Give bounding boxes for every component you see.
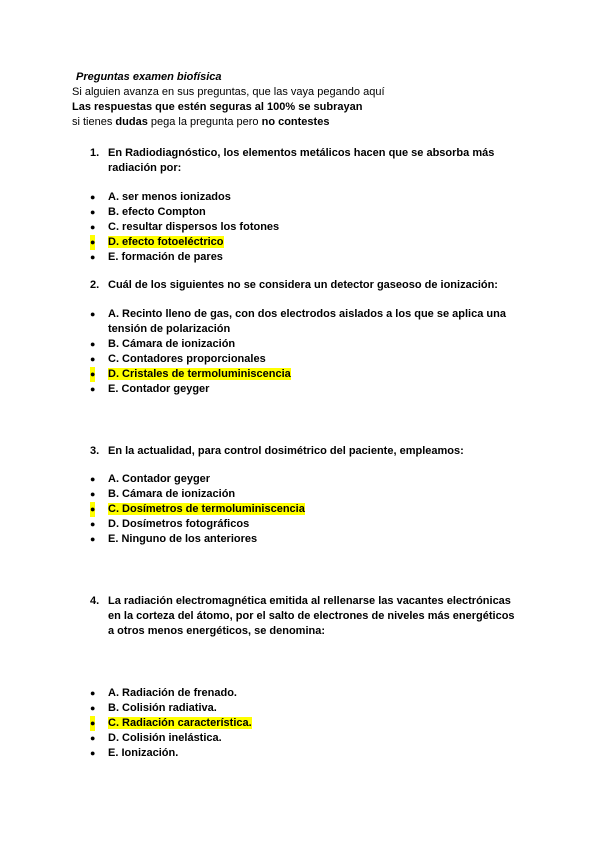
bullet-icon: ●: [90, 192, 96, 202]
bullet-icon: ●: [90, 489, 96, 499]
option-item: [90, 472, 520, 487]
bullet-icon: ●: [90, 354, 96, 364]
bullet-icon: ●: [90, 207, 96, 217]
question-text: La radiación electromagnética emitida al rellenarse las vacantes electrónicas en la corteza del átomo, por el salto de electrones de niveles más energéticos a otros menos energéticos, se denomina:: [108, 595, 515, 637]
intro-line-2-bold: Las respuestas que estén seguras al 100% se subrayan: [72, 101, 363, 113]
option-item-highlighted: [90, 716, 520, 731]
question-4-options: [90, 686, 520, 761]
question-number: 3.: [90, 445, 100, 457]
option-item: [90, 220, 520, 235]
option-text: A. ser menos ionizados: [108, 191, 231, 203]
bullet-icon: ●: [90, 716, 95, 731]
option-item: [90, 701, 520, 716]
bullet-icon: ●: [90, 748, 96, 758]
bullet-icon: ●: [90, 222, 96, 232]
question-2: [90, 278, 520, 293]
option-text: A. Recinto lleno de gas, con dos electrodos aislados a los que se aplica una tensión de polarización: [108, 308, 506, 335]
bullet-icon: ●: [90, 534, 96, 544]
bullet-icon: ●: [90, 309, 96, 319]
document-title: Preguntas examen biofísica: [76, 71, 222, 83]
option-text: B. efecto Compton: [108, 206, 206, 218]
option-text: C. Contadores proporcionales: [108, 353, 266, 365]
option-text: B. Cámara de ionización: [108, 488, 236, 500]
option-text: D. Cristales de termoluminiscencia: [108, 368, 291, 380]
bullet-icon: ●: [90, 519, 96, 529]
option-text: A. Contador geyger: [108, 473, 211, 485]
bullet-icon: ●: [90, 339, 96, 349]
option-item: [90, 746, 520, 761]
option-item: [90, 190, 520, 205]
bullet-icon: ●: [90, 474, 96, 484]
option-item: [90, 532, 520, 547]
intro-block: [72, 70, 385, 130]
question-number: 4.: [90, 595, 100, 607]
question-3: [90, 444, 520, 459]
bullet-icon: ●: [90, 688, 96, 698]
option-item: [90, 686, 520, 701]
option-text: D. Dosímetros fotográficos: [108, 518, 250, 530]
option-item: [90, 517, 520, 532]
intro-line-3-dudas: dudas: [115, 116, 148, 128]
option-item: [90, 307, 520, 337]
question-text: Cuál de los siguientes no se considera un detector gaseoso de ionización:: [108, 279, 498, 291]
question-text: En Radiodiagnóstico, los elementos metálicos hacen que se absorba más radiación por:: [108, 147, 495, 174]
intro-line-3-part-a: si tienes: [72, 116, 116, 128]
bullet-icon: ●: [90, 733, 96, 743]
question-1-options: [90, 190, 520, 265]
option-text: E. Contador geyger: [108, 383, 210, 395]
question-number: 2.: [90, 279, 100, 291]
option-text: E. formación de pares: [108, 251, 223, 263]
intro-line-1: Si alguien avanza en sus preguntas, que las vaya pegando aquí: [72, 86, 385, 98]
option-text: B. Colisión radiativa.: [108, 702, 217, 714]
option-text: D. Colisión inelástica.: [108, 732, 222, 744]
option-item: [90, 731, 520, 746]
question-3-options: [90, 472, 520, 547]
bullet-icon: ●: [90, 502, 95, 517]
bullet-icon: ●: [90, 367, 95, 382]
intro-line-3: [72, 115, 385, 130]
question-text: En la actualidad, para control dosimétrico del paciente, empleamos:: [108, 445, 464, 457]
option-item: [90, 382, 520, 397]
bullet-icon: ●: [90, 235, 95, 250]
intro-line-3-no-contestes: no contestes: [261, 116, 330, 128]
option-text: A. Radiación de frenado.: [108, 687, 237, 699]
option-text: E. Ninguno de los anteriores: [108, 533, 258, 545]
question-1: [90, 146, 520, 176]
bullet-icon: ●: [90, 384, 96, 394]
bullet-icon: ●: [90, 252, 96, 262]
option-text: C. resultar dispersos los fotones: [108, 221, 280, 233]
question-2-options: [90, 307, 520, 397]
option-text: E. Ionización.: [108, 747, 179, 759]
option-text: B. Cámara de ionización: [108, 338, 236, 350]
option-text: C. Dosímetros de termoluminiscencia: [108, 503, 305, 515]
option-item: [90, 487, 520, 502]
option-item-highlighted: [90, 367, 520, 382]
intro-line-2: [72, 100, 385, 115]
option-text: D. efecto fotoeléctrico: [108, 236, 224, 248]
option-item: [90, 205, 520, 220]
option-item-highlighted: [90, 235, 520, 250]
option-item: [90, 337, 520, 352]
question-number: 1.: [90, 147, 100, 159]
option-text: C. Radiación característica.: [108, 717, 252, 729]
intro-line-3-part-c: pega la pregunta pero: [147, 116, 262, 128]
bullet-icon: ●: [90, 703, 96, 713]
question-4: [90, 594, 520, 639]
option-item-highlighted: [90, 502, 520, 517]
option-item: [90, 352, 520, 367]
option-item: [90, 250, 520, 265]
